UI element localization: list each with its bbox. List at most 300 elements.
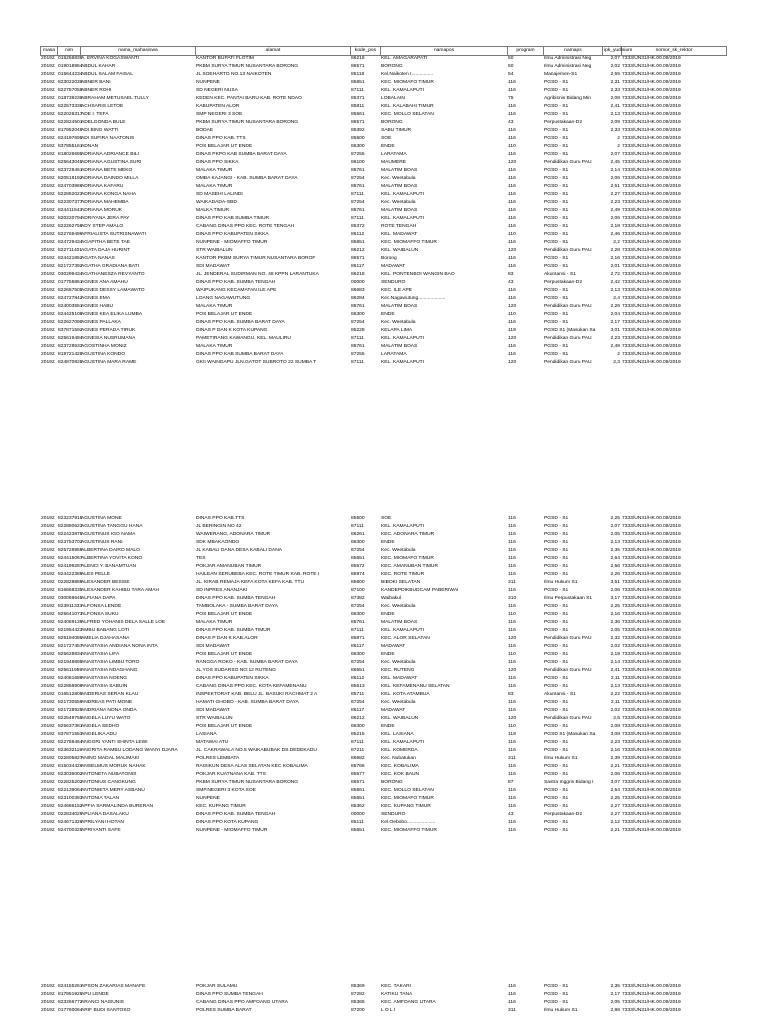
table-cell: MALAKA TIMUR [196, 344, 233, 349]
table-cell: Ilmu Perpustakaan S1 [544, 596, 593, 601]
table-cell: 2,18 [610, 224, 620, 229]
table-cell: MALKA TIMUR [196, 208, 230, 213]
table-cell: AGUSTINA KONDO [81, 352, 126, 357]
table-cell: 2,02 [610, 644, 620, 649]
table-cell: 823100383 [58, 796, 83, 801]
table-cell: 7333/UN31/HK.00.09/2019 [622, 604, 681, 609]
table-cell: PGSD - S1 [544, 216, 569, 221]
table-cell: Kel.Oebobo..................... [381, 820, 436, 825]
table-cell: 822711401 [58, 248, 83, 253]
table-cell: DINAS PPO KABUPATEN SIKKA [196, 676, 269, 681]
table-row [40, 635, 726, 643]
table-cell: KEL. KEFAMENANU SELATAN [381, 684, 450, 689]
table-cell: AMBU BABANG LOTI [81, 628, 130, 633]
table-cell: 837871553 [58, 732, 83, 737]
table-cell: 20192 [41, 724, 55, 729]
table-cell: 20192 [41, 564, 55, 569]
table-cell: APFIA SARMALINDA BURERAN [81, 804, 154, 809]
table-cell: 54 [508, 72, 514, 77]
table-cell: 7333/UN31/HK.00.09/2019 [622, 160, 681, 165]
table-cell: 116 [508, 620, 516, 625]
table-cell: ANASTASIA LIFA [81, 652, 120, 657]
table-cell: 20192 [41, 780, 55, 785]
table-cell: 20192 [41, 152, 55, 157]
table-cell: KEL. KALABAHI TIMUR [381, 104, 434, 109]
table-cell: 825641073 [58, 612, 83, 617]
table-cell: PGSD - S1 [544, 136, 569, 141]
table-cell: 86216 [351, 56, 365, 61]
table-cell: 2,41 [610, 104, 620, 109]
table-cell: 85500 [351, 136, 365, 141]
table-cell: HAILEAN SERUBEBA KEC. ROTE TIMUR KAB. ROTE I [196, 572, 320, 577]
table-cell: AGNES PALLAKA [81, 320, 121, 325]
table-cell: 2,23 [610, 336, 620, 341]
table-cell: SABU TIMUR [381, 128, 412, 133]
table-cell: MALAKA TIMUR [196, 620, 233, 625]
table-cell: 20192 [41, 984, 55, 989]
table-cell: 86300 [351, 612, 365, 617]
table-cell: Pendidikan Guru PAU [544, 304, 592, 309]
table-cell: KEL. KAMALAPUTI [381, 360, 424, 365]
table-cell: 2,16 [610, 612, 620, 617]
table-cell: 7333/UN31/HK.00.09/2019 [622, 304, 681, 309]
table-cell: DINAS PPO KAB SUMBA BARAT DAYA [196, 352, 284, 357]
table-cell: ANINO MADAL MALIMAKI [81, 756, 140, 761]
table-cell: 20192 [41, 352, 55, 357]
table-cell: WAIWERANG, ADONARA TIMUR [196, 532, 271, 537]
table-row [40, 595, 726, 603]
table-cell: 019018964 [58, 64, 83, 69]
table-cell: KEC. MIOMAFO TIMUR [381, 796, 434, 801]
table-cell: PGSD - S1 [544, 676, 569, 681]
table-cell: 821727392 [58, 264, 83, 269]
table-cell: 7333/UN31/HK.00.09/2019 [622, 596, 681, 601]
table-cell: 7333/UN31/HK.00.09/2019 [622, 360, 681, 365]
table-cell: 2,42 [610, 280, 620, 285]
table-cell: DINAS PKPO KAB SUMBA BARAT DAYA [196, 152, 287, 157]
table-row [40, 555, 726, 563]
table-cell: KEC. MOLLO SELATAN [381, 112, 434, 117]
table-cell: DINAS PPO SUMBA TENGAH [196, 992, 263, 997]
table-cell: JL. JENDERAL SUDIRMAN NO. 48 KPPN LARANTUKA [196, 272, 319, 277]
table-cell: 2,17 [610, 320, 620, 325]
table-cell: 87254 [351, 660, 365, 665]
table-cell: 00000 [351, 280, 365, 285]
table-row [40, 991, 726, 999]
table-row [40, 523, 726, 531]
table-row [40, 579, 726, 587]
table-cell: 022825202 [58, 780, 83, 785]
table-cell: INSPEKTORAT KAB. BELU JL. BASUKI RACHMAT 2 A [196, 692, 318, 697]
table-cell: 7333/UN31/HK.00.09/2019 [622, 120, 681, 125]
table-cell: MALAKA TIMUR [196, 184, 233, 189]
table-cell: 2,27 [610, 812, 620, 817]
table-cell: 2,5 [613, 716, 620, 721]
table-cell: 7333/UN31/HK.00.09/2019 [622, 232, 681, 237]
table-cell: SD MASEHI LALINDI [196, 192, 243, 197]
table-cell: ARANCI NAISUNIS [81, 1000, 124, 1005]
table-cell: ACHSARIS LETOE [81, 104, 124, 109]
table-cell: 20192 [41, 56, 55, 61]
table-cell: AGUSTINUS RANI [81, 540, 123, 545]
table-cell: 824422388 [58, 572, 83, 577]
table-cell: 7333/UN31/HK.00.09/2019 [622, 628, 681, 633]
table-row [40, 563, 726, 571]
table-cell: KEL. LASIANA [381, 732, 414, 737]
table-cell: 7333/UN31/HK.00.09/2019 [622, 336, 681, 341]
table-cell: PGSD - S1 [544, 312, 569, 317]
table-row [40, 71, 726, 79]
table-cell: 311 [508, 756, 516, 761]
table-cell: AGATHANESZA REVYANTO [81, 272, 145, 277]
table-cell: 7333/UN31/HK.00.09/2019 [622, 1008, 681, 1013]
table-row [40, 659, 726, 667]
table-cell: 20192 [41, 708, 55, 713]
table-cell: 7333/UN31/HK.00.09/2019 [622, 224, 681, 229]
table-cell: AGATA NANAS [81, 256, 115, 261]
table-cell: Pendidikan Guru PAU [544, 160, 592, 165]
table-cell: NUNPENE [196, 796, 220, 801]
table-cell: 015256839 [58, 56, 83, 61]
table-cell: 2,07 [610, 56, 620, 61]
table-cell: 824069139 [58, 620, 83, 625]
table-cell: 7333/UN31/HK.00.09/2019 [622, 192, 681, 197]
table-cell: KEL. KAMALAPUTI [381, 216, 424, 221]
table-cell: PGSD - S1 [544, 748, 569, 753]
table-cell: KEC. MIOMAFFO TIMUR [381, 240, 437, 245]
table-cell: SMP.NEGERI 3 KOTA SOE [196, 788, 256, 793]
table-cell: 85761 [351, 168, 365, 173]
table-cell: 116 [508, 288, 516, 293]
table-cell: 7333/UN31/HK.00.09/2019 [622, 700, 681, 705]
table-cell: 7333/UN31/HK.00.09/2019 [622, 516, 681, 521]
table-cell: ANDREAS PATI MONE [81, 700, 133, 705]
table-cell: PGSD - S1 [544, 588, 569, 593]
table-row [40, 343, 726, 351]
table-cell: 822667505 [58, 288, 83, 293]
table-cell: 86551 [351, 668, 365, 673]
table-cell: LOANG NAGAWUTUNG [196, 296, 251, 301]
table-row [40, 167, 726, 175]
table-cell: 87254 [351, 176, 365, 181]
table-cell: 85761 [351, 344, 365, 349]
header-cell: masa [41, 47, 58, 56]
table-cell: 2,31 [610, 80, 620, 85]
table-cell: 7333/UN31/HK.00.09/2019 [622, 56, 681, 61]
table-cell: 87111 [351, 360, 364, 365]
table-row [40, 151, 726, 159]
table-cell: 116 [508, 128, 516, 133]
table-cell: Sastra Inggris Bidang I [544, 780, 594, 785]
table-row [40, 667, 726, 675]
table-cell: 017760064 [58, 1008, 83, 1013]
table-row [40, 191, 726, 199]
table-cell: 20192 [41, 240, 55, 245]
table-cell: KEC. MOLLO SELATAN [381, 788, 434, 793]
table-cell: PGSD - S1 [544, 828, 569, 833]
table-cell: 116 [508, 168, 516, 173]
table-cell: 7333/UN31/HK.00.09/2019 [622, 532, 681, 537]
table-cell: PGSD - S1 [544, 524, 569, 529]
table-cell: PGSD - S1 [544, 764, 569, 769]
table-cell: 116 [508, 264, 516, 269]
table-cell: 20192 [41, 572, 55, 577]
table-cell: 824671328 [58, 820, 83, 825]
table-cell: 116 [508, 104, 516, 109]
table-cell: 116 [508, 200, 516, 205]
table-cell: 2,06 [610, 588, 620, 593]
table-cell: KEC. KUPANG TIMUR [381, 804, 431, 809]
table-cell: 20192 [41, 304, 55, 309]
table-cell: AGUSTINA TANGGU HANA [81, 524, 143, 529]
table-cell: KATIKU TANA [381, 992, 413, 997]
table-cell: PGSD - S1 [544, 820, 569, 825]
table-cell: Perpustakaan-D2 [544, 280, 583, 285]
table-row [40, 183, 726, 191]
table-row [40, 359, 726, 367]
table-cell: SD INPRES ANANJAKI [196, 588, 248, 593]
table-cell: DINAS PPO KAB. SUMBA TENGAH [196, 596, 276, 601]
table-cell: 7333/UN31/HK.00.09/2019 [622, 288, 681, 293]
table-cell: 20192 [41, 748, 55, 753]
table-cell: RAISIKUN DESA ALAS SELATAN KEC KOBALIMA [196, 764, 308, 769]
table-cell: 7333/UN31/HK.00.09/2019 [622, 128, 681, 133]
table-cell: 822026317 [58, 112, 83, 117]
table-cell: AGNES EMA [81, 296, 111, 301]
table-cell: 2,17 [610, 992, 620, 997]
table-cell: 2,25 [610, 516, 620, 521]
table-cell: NUNPENE - MIOMAFFO TIMUR [196, 240, 268, 245]
table-cell: PGSD - S1 [544, 644, 569, 649]
table-cell: 120 [508, 304, 517, 309]
table-cell: 87111 [351, 336, 364, 341]
table-cell: 86284 [351, 296, 365, 301]
table-cell: MALATIM BOAS [381, 208, 418, 213]
table-row [40, 1007, 726, 1015]
table-cell: Pendidikan Guru PAU [544, 360, 592, 365]
table-cell: 116 [508, 112, 516, 117]
table-cell: MALATIM BOAS [381, 344, 418, 349]
data-table [40, 983, 726, 1015]
table-cell: 7333/UN31/HK.00.09/2019 [622, 80, 681, 85]
table-cell: 116 [508, 740, 516, 745]
table-cell: 86117 [351, 708, 365, 713]
table-cell: 87111 [351, 192, 364, 197]
table-cell: 311 [508, 1008, 516, 1013]
table-cell: JL. CAKRAWALA NO.5 WAIKABUBAK DS.DEDEKADU [196, 748, 317, 753]
table-cell: JL BERINGIN NO 42 [196, 524, 242, 529]
table-row [40, 103, 726, 111]
table-cell: 85651 [351, 80, 365, 85]
table-row [40, 715, 726, 723]
table-cell: 7333/UN31/HK.00.09/2019 [622, 256, 681, 261]
table-cell: KEL. MADAWAT [381, 676, 418, 681]
table-cell: KELAPA LIMA [381, 328, 413, 333]
table-cell: PGSD - S1 [544, 88, 569, 93]
table-cell: 87211 [351, 748, 365, 753]
table-cell: 116 [508, 192, 516, 197]
table-row [40, 279, 726, 287]
table-cell: 824155261 [58, 984, 83, 989]
table-cell: PGSD - S1 [544, 176, 569, 181]
table-cell: AGNES ANA AMAHU [81, 280, 128, 285]
table-cell: KEL. KAMALAPUTI [381, 336, 424, 341]
table-cell: KEL. MADAWAT [381, 232, 418, 237]
table-cell: 120 [508, 248, 517, 253]
table-cell: PGSD - S1 [544, 564, 569, 569]
table-cell: 20192 [41, 288, 55, 293]
table-cell: 824421852 [58, 256, 83, 261]
table-cell: 20192 [41, 540, 55, 545]
table-cell: 116 [508, 788, 516, 793]
table-cell: 825194085 [58, 636, 83, 641]
table-cell: 825619494 [58, 336, 83, 341]
table-cell: 20192 [41, 96, 55, 101]
table-row [40, 207, 726, 215]
table-cell: JL. KIRAB REMAJA KEFA KOTA KEFA KAB. TTU [196, 580, 304, 585]
table-cell: 85111 [351, 820, 364, 825]
table-cell: 87 [508, 780, 514, 785]
table-cell: 2,13 [610, 112, 620, 117]
table-cell: 2,22 [610, 692, 620, 697]
table-cell: PGSD - S1 [544, 112, 569, 117]
table-cell: 116 [508, 984, 516, 989]
table-cell: 824411543 [58, 208, 83, 213]
table-cell: PGSD - S1 [544, 804, 569, 809]
table-cell: PGSD - S1 [544, 152, 569, 157]
table-cell: JL.YOS SUDARSO NO:12 RUTENG [196, 668, 276, 673]
table-cell: 2,27 [610, 192, 620, 197]
table-cell: PGSD - S1 [544, 256, 569, 261]
table-row [40, 135, 726, 143]
table-cell: 116 [508, 588, 516, 593]
table-cell: Kec. Weetabula [381, 200, 416, 205]
table-cell: 030069645 [58, 596, 83, 601]
table-row [40, 119, 726, 127]
table-cell: 20192 [41, 160, 55, 165]
table-cell: 86300 [351, 312, 365, 317]
table-cell: 20192 [41, 280, 55, 285]
table-cell: KEC. KUPANG TIMUR [196, 804, 246, 809]
table-cell: 116 [508, 628, 516, 633]
table-cell: 2,33 [610, 128, 620, 133]
table-row [40, 287, 726, 295]
table-cell: 85577 [351, 772, 365, 777]
table-cell: SD NEGERI NUSA [196, 88, 238, 93]
table-cell: PGSD - S1 [544, 232, 569, 237]
table-cell: 85871 [351, 636, 365, 641]
table-cell: MALAKA TIMUR [196, 304, 233, 309]
table-cell: ANASTASIA ANDIANA NONA INTA [81, 644, 158, 649]
table-cell: 116 [508, 992, 516, 997]
table-cell: 2,14 [610, 168, 620, 173]
data-table [40, 515, 726, 835]
table-cell: 823022036 [58, 80, 83, 85]
table-cell: 87255 [351, 152, 365, 157]
table-cell: RANGGA ROKO - KAB. SUMBA BARAT DAYA [196, 660, 298, 665]
table-cell: 7333/UN31/HK.00.09/2019 [622, 184, 681, 189]
table-cell: 2,16 [610, 748, 620, 753]
table-row [40, 95, 726, 103]
table-cell: 86212 [351, 716, 365, 721]
table-cell: 20192 [41, 740, 55, 745]
table-cell: 116 [508, 136, 516, 141]
table-cell: KEL. WAIBALUN [381, 248, 419, 253]
table-cell: 116 [508, 604, 516, 609]
table-cell: 20192 [41, 184, 55, 189]
table-cell: 7333/UN31/HK.00.09/2019 [622, 144, 681, 149]
table-cell: 3,51 [610, 580, 620, 585]
table-cell: 120 [508, 716, 517, 721]
table-row [40, 231, 726, 239]
table-cell: 2,04 [610, 312, 620, 317]
table-cell: 816668335 [58, 588, 83, 593]
table-row [40, 127, 726, 135]
table-cell: 87254 [351, 548, 365, 553]
table-row [40, 787, 726, 795]
table-cell: Kec. Weetabula [381, 548, 416, 553]
table-cell: Kec. Weetabula [381, 320, 416, 325]
table-cell: PGSD - S1 [544, 208, 569, 213]
table-cell: PGSD - S1 [544, 288, 569, 293]
table-cell: 2,33 [610, 88, 620, 93]
table-cell: KEL. KAMALAPUTI [381, 88, 424, 93]
table-cell: 311 [508, 580, 516, 585]
table-cell: POS BELAJAR UT ENDE [196, 612, 253, 617]
table-block-1 [40, 55, 726, 367]
table-cell: ANTONIETA MERY ASBANU [81, 788, 145, 793]
table-cell: 3,17 [610, 596, 620, 601]
table-cell: SDI MADAWAT [196, 708, 230, 713]
table-cell: ADELGONDA BULE [81, 120, 126, 125]
table-cell: 2,19 [610, 652, 620, 657]
table-cell: ANASTASIA NDAGHANG [81, 668, 138, 673]
table-cell: SOE [381, 516, 392, 521]
table-cell: 86571 [351, 64, 365, 69]
table-cell: 7333/UN31/HK.00.09/2019 [622, 96, 681, 101]
table-cell: 7333/UN31/HK.00.09/2019 [622, 264, 681, 269]
table-cell: Ilmu Hukum S1 [544, 756, 578, 761]
table-cell: 2,07 [610, 524, 620, 529]
table-cell: PGSD - S1 [544, 620, 569, 625]
table-cell: 823911333 [58, 604, 83, 609]
table-cell: 7333/UN31/HK.00.09/2019 [622, 748, 681, 753]
table-cell: 20192 [41, 224, 55, 229]
table-cell: ANGELA LUYU WATO [81, 716, 131, 721]
table-cell: 2,06 [610, 772, 620, 777]
table-cell: 116 [508, 572, 516, 577]
table-cell: 7333/UN31/HK.00.09/2019 [622, 216, 681, 221]
table-row [40, 215, 726, 223]
table-cell: 116 [508, 532, 516, 537]
table-row [40, 603, 726, 611]
table-cell: PGSD - S1 [544, 516, 569, 521]
table-cell: 116 [508, 208, 516, 213]
table-cell: 2,25 [610, 796, 620, 801]
table-cell: 7333/UN31/HK.00.09/2019 [622, 588, 681, 593]
table-cell: 20192 [41, 192, 55, 197]
table-cell: PGSD - S1 [544, 612, 569, 617]
table-cell: 3,08 [610, 732, 620, 737]
table-cell: PGSD - S1 [544, 144, 569, 149]
table-cell: 86300 [351, 540, 365, 545]
table-cell: ADI SUFIRA NAATONIS [81, 136, 135, 141]
table-cell: DINAS PPO KOTA KUPANG [196, 820, 259, 825]
table-cell: 20192 [41, 796, 55, 801]
table-cell: PGSD - S1 [544, 104, 569, 109]
table-cell: KEC. KOBALIMA [381, 764, 419, 769]
table-cell: 87100 [351, 588, 365, 593]
